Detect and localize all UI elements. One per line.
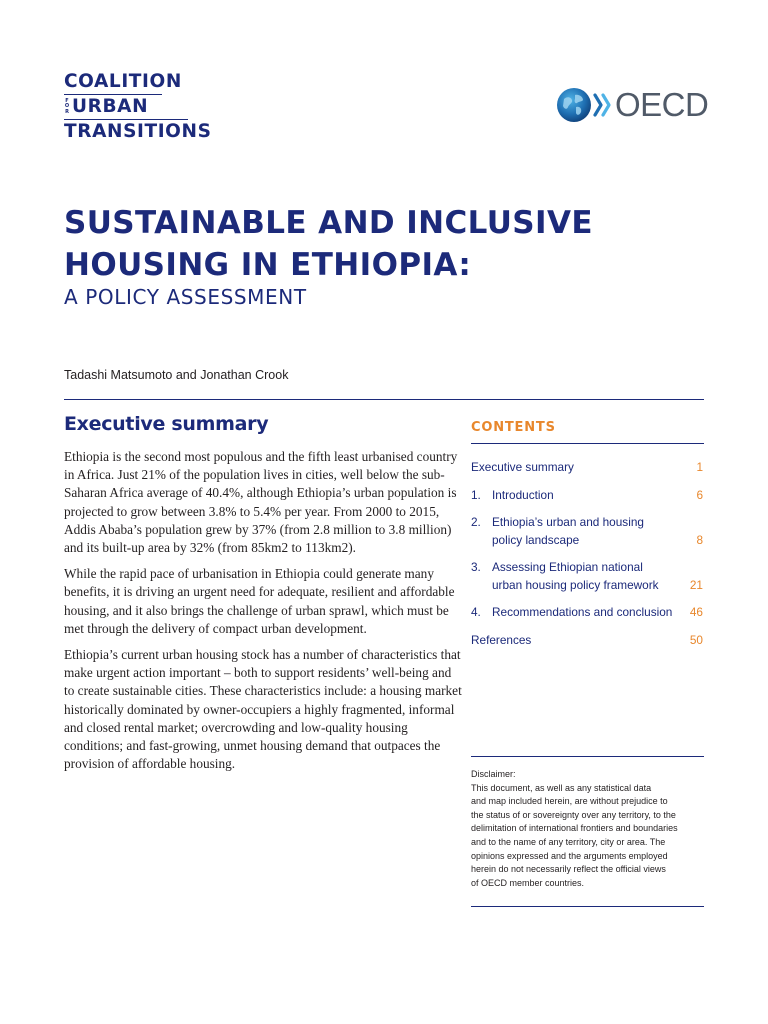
toc-item-landscape[interactable] — [471, 513, 704, 551]
contents-heading: CONTENTS — [471, 420, 556, 435]
toc-item-recommendations[interactable] — [471, 603, 704, 623]
toc-page-number: 46 — [689, 605, 703, 619]
toc-page-number: 8 — [696, 533, 703, 547]
disclaimer-divider-top — [471, 756, 704, 757]
toc-item-introduction[interactable] — [471, 486, 704, 506]
logo-text-for — [64, 99, 71, 116]
coalition-logo — [64, 70, 212, 144]
toc-item-label — [492, 558, 677, 594]
logo-text-transitions: TRANSITIONS — [64, 121, 212, 142]
logo-text-urban: URBAN — [72, 96, 149, 117]
toc-item-label-line-2: policy landscape — [492, 533, 580, 547]
toc-page-number: 6 — [696, 488, 703, 502]
logo-for-label: FOR — [64, 97, 70, 115]
disclaimer-line: and map included herein, are without prejudice to — [471, 796, 668, 807]
toc-item-label: Recommendations and conclusion — [492, 605, 673, 619]
title-line-1: SUSTAINABLE AND INCLUSIVE — [64, 205, 593, 241]
logo-urban-row — [64, 95, 204, 119]
toc-page-number: 50 — [689, 633, 703, 647]
disclaimer-line: delimitation of international frontiers and boundaries — [471, 823, 678, 834]
toc-item-number: 2. — [471, 515, 481, 529]
oecd-wordmark: OECD — [615, 86, 709, 123]
toc-item-label: References — [471, 633, 532, 647]
toc-item-label: Executive summary — [471, 460, 574, 474]
disclaimer — [471, 768, 704, 890]
disclaimer-line: and to the name of any territory, city or area. The — [471, 836, 666, 847]
disclaimer-line: opinions expressed and the arguments employed — [471, 850, 668, 861]
double-chevron-icon — [593, 91, 613, 119]
toc-item-number: 4. — [471, 605, 481, 619]
executive-summary-body — [64, 448, 464, 781]
disclaimer-line: This document, as well as any statistical data — [471, 782, 652, 793]
toc-item-label-line-1: Ethiopia’s urban and housing — [492, 515, 644, 529]
globe-icon — [556, 87, 592, 123]
title-line-2: HOUSING IN ETHIOPIA: — [64, 247, 472, 283]
disclaimer-line: the status of or sovereignty over any territory, to the — [471, 809, 676, 820]
toc-item-label: Introduction — [492, 488, 554, 502]
toc-item-executive-summary[interactable] — [471, 458, 704, 478]
toc-item-references[interactable] — [471, 631, 704, 651]
oecd-logo — [556, 86, 708, 124]
document-title — [64, 202, 704, 286]
disclaimer-line: of OECD member countries. — [471, 877, 585, 888]
toc-item-label-line-1: Assessing Ethiopian national — [492, 560, 643, 574]
authors: Tadashi Matsumoto and Jonathan Crook — [64, 368, 289, 382]
executive-summary-heading: Executive summary — [64, 413, 269, 435]
toc-page-number: 21 — [689, 578, 703, 592]
toc-item-label — [492, 513, 677, 549]
disclaimer-divider-bottom — [471, 906, 704, 907]
contents-divider — [471, 443, 704, 444]
disclaimer-label: Disclaimer: — [471, 769, 516, 779]
toc-item-label-line-2: urban housing policy framework — [492, 578, 659, 592]
toc-page-number: 1 — [696, 460, 703, 474]
paragraph: Ethiopia is the second most populous and the fifth least urbanised country in Africa. Just 21% of the population lives in cities, well below the sub-Saharan Africa average of 40.4%, although Ethiopia’s urban population is projected to grow between 3.8% to 5.4% per year. From 2000 to 2015, Addis Ababa’s population grew by 37% (from 2.8 million to 3.8 million) and its built-up area by 32% (from 85km2 to 113km2). — [64, 449, 458, 556]
header-divider — [64, 399, 704, 400]
toc-item-number: 1. — [471, 488, 481, 502]
paragraph: While the rapid pace of urbanisation in Ethiopia could generate many benefits, it is driving an urgent need for adequate, resilient and affordable housing, and it also brings the challenge of urban sprawl, which must be met through the delivery of compact urban development. — [64, 566, 455, 636]
disclaimer-line: herein do not necessarily reflect the official views — [471, 864, 666, 875]
logo-text-coalition: COALITION — [64, 71, 182, 92]
toc-item-number: 3. — [471, 560, 481, 574]
document-subtitle: A POLICY ASSESSMENT — [64, 285, 307, 309]
toc-item-policy-framework[interactable] — [471, 558, 704, 596]
paragraph: Ethiopia’s current urban housing stock has a number of characteristics that make urgent action important – both to support residents’ well-being and to create sustainable cities. These characteristics include: a housing market historically dominated by owner-occupiers a highly fragmented, informal and closed rental market; overcrowding and low-quality housing conditions; and fast-growing, unmet housing demand that outpaces the provision of affordable housing. — [64, 647, 462, 772]
